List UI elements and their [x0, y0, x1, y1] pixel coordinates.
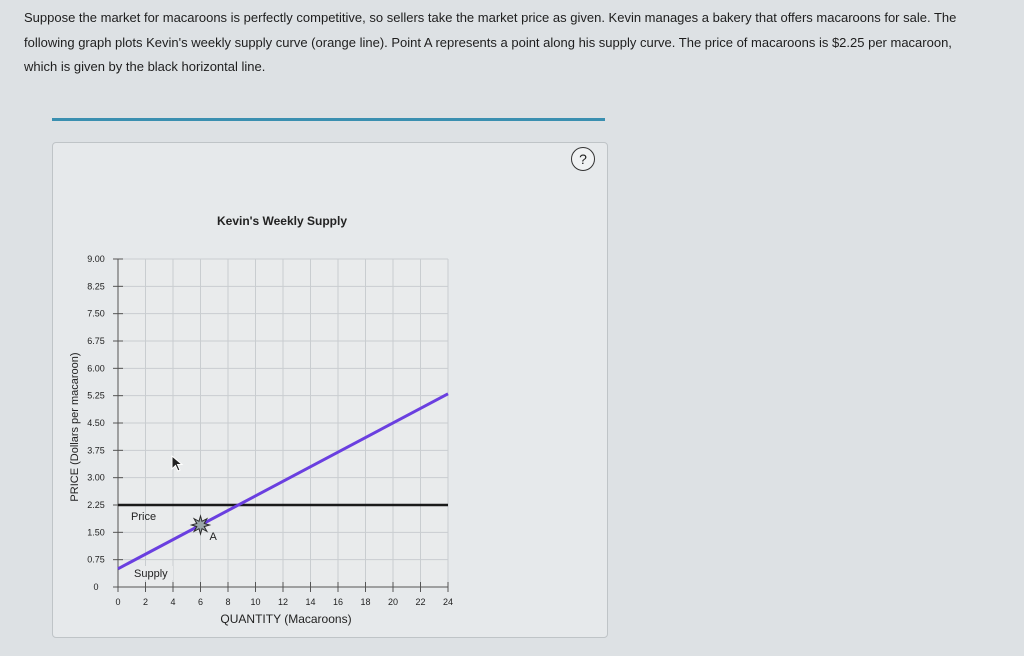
y-tick-label: 2.25 [87, 500, 105, 510]
x-tick-label: 16 [332, 597, 344, 607]
x-tick-label: 0 [115, 597, 121, 607]
x-tick-label: 22 [415, 597, 426, 607]
x-tick-label: 24 [442, 597, 454, 607]
y-tick-label: 7.50 [87, 308, 105, 319]
x-tick-label: 10 [250, 597, 261, 607]
supply-label: Supply [134, 568, 168, 580]
y-tick-label: 0.75 [87, 554, 105, 565]
x-tick-label: 2 [142, 597, 149, 607]
y-tick-label: 3.00 [87, 472, 105, 483]
point-a-marker [192, 516, 210, 534]
y-tick-label: 3.75 [87, 445, 105, 456]
point-a-label: A [209, 531, 217, 544]
y-tick-label: 5.25 [87, 390, 105, 401]
x-tick-label: 4 [170, 597, 176, 607]
y-tick-label: 4.50 [87, 418, 105, 428]
y-tick-label: 1.50 [87, 527, 105, 538]
question-prompt: Suppose the market for macaroons is perfectly competitive, so sellers take the market price as given. Kevin manages a bakery that offers macaroons for sale. The following graph plots Kevin's weekly supply curve (orange line). Point A represents a point along his supply curve. The price of macaroons is $2.25 per macaroon, which is given by the black horizontal line. [24, 10, 957, 74]
chart-title: Kevin's Weekly Supply [216, 214, 348, 228]
x-tick-label: 12 [277, 597, 289, 607]
y-tick-label: 8.25 [87, 281, 105, 292]
y-tick-label: 6.00 [87, 363, 105, 374]
mouse-cursor-icon [171, 455, 185, 473]
x-tick-label: 18 [360, 597, 371, 607]
x-axis-label: QUANTITY (Macaroons) [220, 612, 352, 626]
x-tick-label: 20 [387, 597, 399, 607]
y-tick-label: 0 [93, 582, 99, 592]
y-tick-label: 9.00 [87, 254, 105, 264]
price-label: Price [131, 511, 157, 523]
x-tick-label: 8 [225, 597, 231, 607]
help-button[interactable]: ? [571, 147, 595, 171]
y-axis-label: PRICE (Dollars per macaroon) [69, 352, 81, 502]
y-tick-label: 6.75 [87, 336, 105, 346]
x-tick-label: 14 [305, 597, 316, 607]
x-tick-label: 6 [197, 597, 204, 607]
